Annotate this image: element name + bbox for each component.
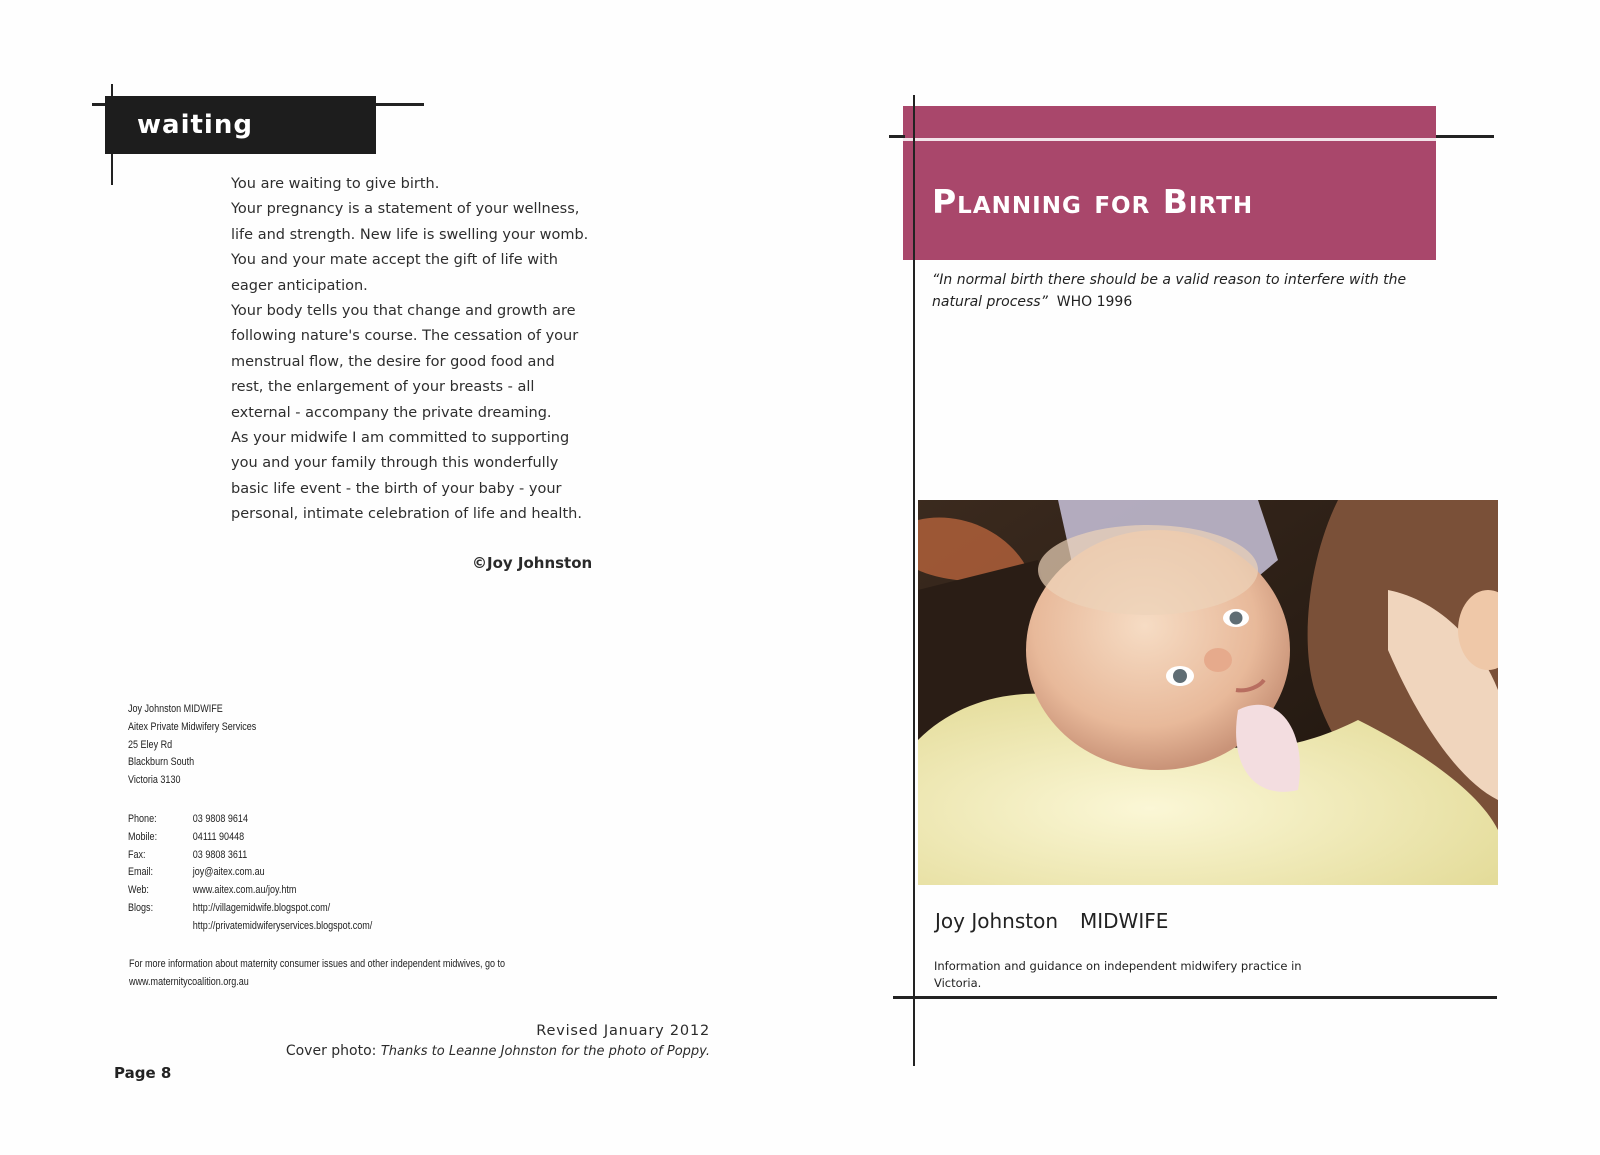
contact-label xyxy=(128,918,193,936)
blog-link[interactable]: http://privatemidwiferyservices.blogspot.com/ xyxy=(192,919,373,932)
brochure-title: Planning for Birth xyxy=(932,182,1254,221)
email-link[interactable]: joy@aitex.com.au xyxy=(192,866,265,879)
contact-label: Blogs: xyxy=(128,901,154,914)
poem-line: Your body tells you that change and growth are xyxy=(231,303,576,320)
poem xyxy=(231,172,651,528)
author-name: Joy Johnston xyxy=(935,909,1058,933)
poem-line: Your pregnancy is a statement of your wellness, xyxy=(231,201,580,218)
title-rule-left xyxy=(889,135,905,138)
baby-photo xyxy=(918,500,1498,885)
poem-line: eager anticipation. xyxy=(231,277,368,294)
contact-label: Phone: xyxy=(128,813,157,825)
contact-row-email xyxy=(128,864,372,882)
contact-value: 03 9808 9614 xyxy=(192,813,248,825)
contact-label: Fax: xyxy=(128,848,146,861)
postal-address xyxy=(128,701,256,790)
author-line xyxy=(935,909,1168,933)
quote-source: WHO 1996 xyxy=(1056,294,1133,310)
contact-row-mobile xyxy=(128,829,372,847)
poem-line: life and strength. New life is swelling your womb. xyxy=(231,226,589,243)
contact-row-blog xyxy=(128,900,372,918)
contact-row-web xyxy=(128,882,372,900)
quote-text: “In normal birth there should be a valid reason to interfere with the natural process” xyxy=(932,272,1407,310)
address-line: Blackburn South xyxy=(128,756,195,769)
who-quote xyxy=(932,269,1412,313)
contact-value: 04111 90448 xyxy=(192,830,245,843)
blog-link[interactable]: http://villagemidwife.blogspot.com/ xyxy=(192,901,331,914)
contact-value: 03 9808 3611 xyxy=(192,848,248,861)
contact-label: Mobile: xyxy=(128,830,158,843)
poem-line: rest, the enlargement of your breasts - all xyxy=(231,379,535,396)
revision-date: Revised January 2012 xyxy=(536,1023,710,1039)
address-line: Aitex Private Midwifery Services xyxy=(128,720,257,733)
poem-line: You are waiting to give birth. xyxy=(231,176,440,192)
poem-line: personal, intimate celebration of life and health. xyxy=(231,506,582,523)
poem-line: external - accompany the private dreaming. xyxy=(231,404,552,421)
contact-row-blog xyxy=(128,918,372,936)
contact-row-fax xyxy=(128,847,372,865)
page-number: Page 8 xyxy=(114,1064,172,1082)
address-line: 25 Eley Rd xyxy=(128,738,173,751)
more-info xyxy=(129,955,505,991)
section-heading: waiting xyxy=(137,110,253,140)
more-info-text: For more information about maternity consumer issues and other independent midwives, go to xyxy=(129,958,506,970)
contact-label: Web: xyxy=(128,884,149,897)
cover-label: Cover photo: xyxy=(285,1043,377,1059)
page-vertical-rule xyxy=(913,95,915,1066)
contact-label: Email: xyxy=(128,866,154,879)
address-line: Victoria 3130 xyxy=(128,774,181,787)
poem-line: As your midwife I am committed to supporting xyxy=(231,430,570,447)
poem-line: following nature's course. The cessation of your xyxy=(231,328,579,345)
copyright-notice: ©Joy Johnston xyxy=(472,554,593,572)
contact-list xyxy=(128,811,372,936)
contact-row-phone xyxy=(128,811,372,829)
title-band-rule xyxy=(903,138,1436,141)
web-link[interactable]: www.aitex.com.au/joy.htm xyxy=(192,884,297,897)
tagline: Information and guidance on independent midwifery practice in Victoria. xyxy=(934,959,1302,990)
address-line: Joy Johnston MIDWIFE xyxy=(128,703,223,715)
cover-credit: Thanks to Leanne Johnston for the photo of Poppy. xyxy=(380,1044,710,1059)
poem-line: You and your mate accept the gift of life with xyxy=(231,252,559,269)
bottom-rule xyxy=(893,996,1497,999)
coalition-link[interactable]: www.maternitycoalition.org.au xyxy=(129,976,249,988)
cover-photo-credit xyxy=(286,1043,710,1059)
poem-line: menstrual flow, the desire for good food and xyxy=(231,353,555,370)
author-role: MIDWIFE xyxy=(1080,909,1169,933)
poem-line: basic life event - the birth of your baby - your xyxy=(231,480,562,497)
poem-line: you and your family through this wonderfully xyxy=(231,455,559,472)
title-rule-right xyxy=(1436,135,1494,138)
